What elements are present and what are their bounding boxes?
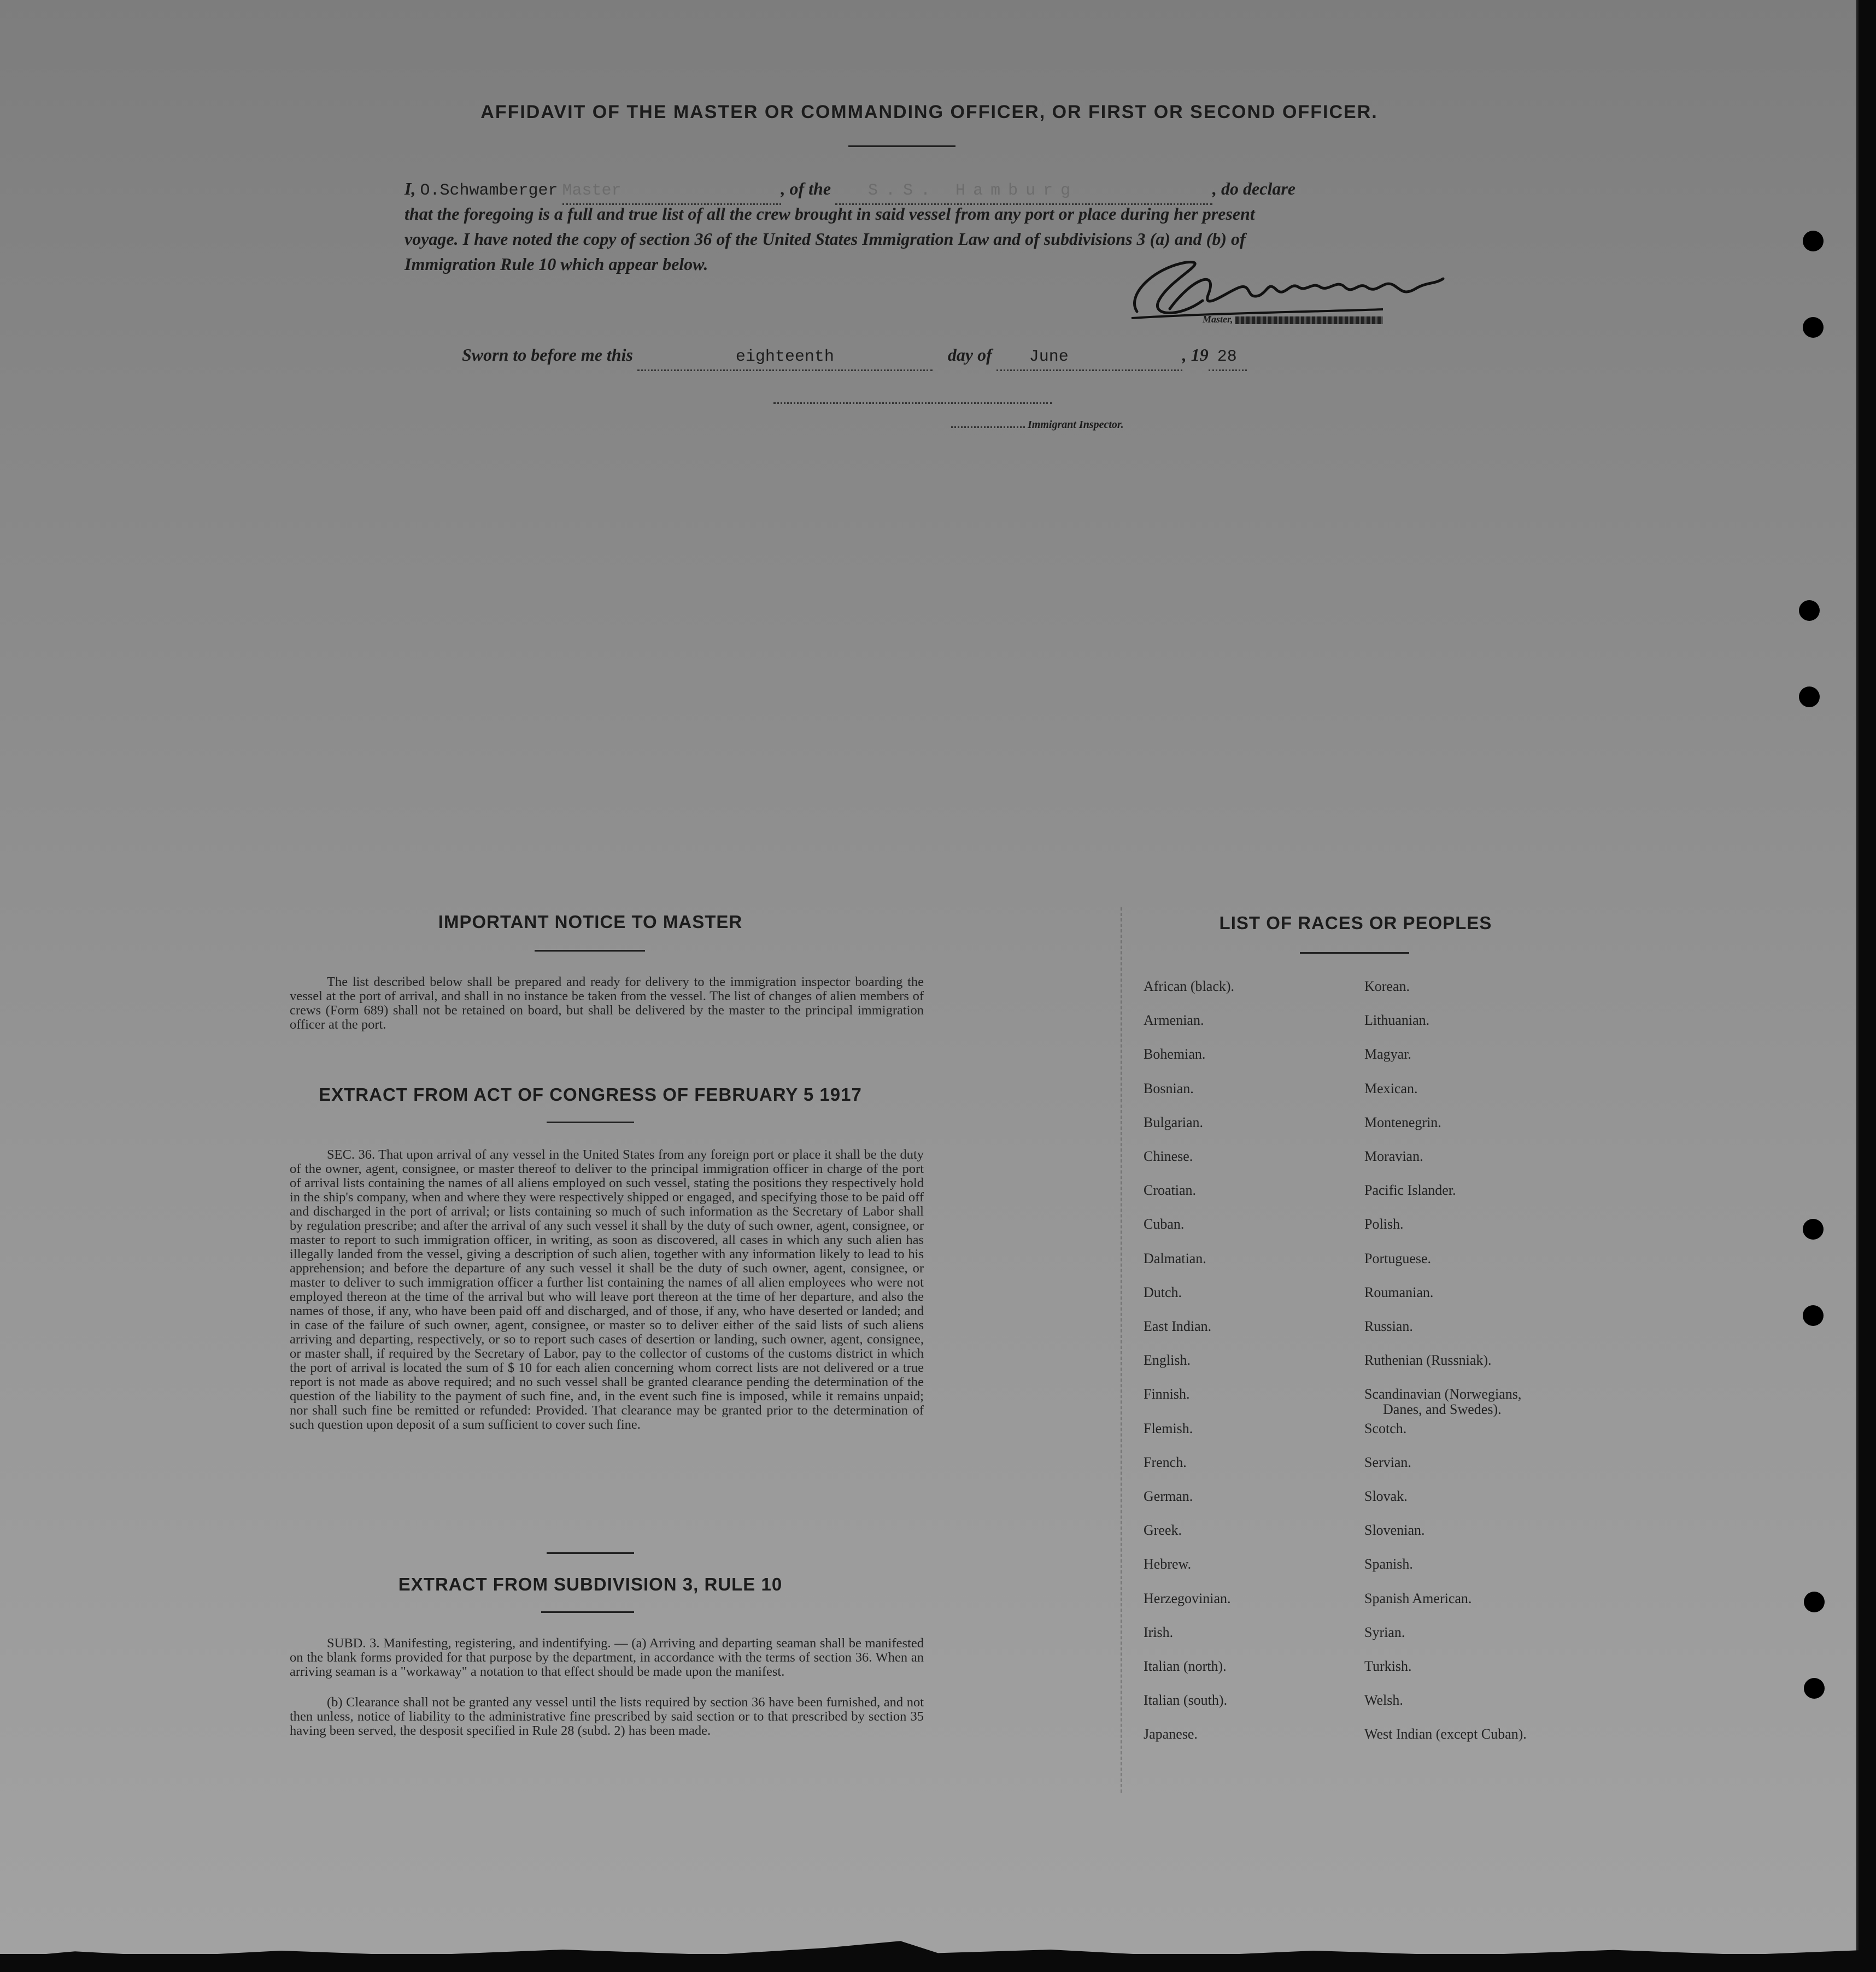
sworn-day: eighteenth xyxy=(735,348,834,366)
race-item: Slovak. xyxy=(1364,1488,1408,1504)
inspector-label: Immigrant Inspector. xyxy=(1028,419,1124,431)
race-item: Pacific Islander. xyxy=(1364,1182,1456,1199)
race-item: German. xyxy=(1144,1488,1193,1504)
race-item: Finnish. xyxy=(1144,1386,1190,1402)
race-item: Japanese. xyxy=(1144,1726,1198,1742)
race-item: Lithuanian. xyxy=(1364,1012,1430,1029)
race-item: Dutch. xyxy=(1144,1284,1182,1300)
race-item: Croatian. xyxy=(1144,1182,1197,1199)
race-item: Greek. xyxy=(1144,1522,1182,1539)
race-item: Chinese. xyxy=(1144,1148,1193,1164)
race-item: Ruthenian (Russniak). xyxy=(1364,1352,1492,1369)
sworn-year: 28 xyxy=(1217,348,1237,366)
vessel-name: S.S. Hamburg xyxy=(868,181,1078,200)
race-item: Dalmatian. xyxy=(1144,1250,1206,1266)
race-item: Slovenian. xyxy=(1364,1522,1425,1539)
race-item: Spanish. xyxy=(1364,1556,1413,1572)
race-item: Bohemian. xyxy=(1144,1046,1206,1063)
rule-para-b: (b) Clearance shall not be granted any vessel until the lists required by section 36 have been furnished, and not then unless, notice of liability to the administrative fine prescribed by said section or to that prescribed by section 35 having been served, the desposit specified in Rule 28 (subd. 2) has been made. xyxy=(290,1695,924,1738)
race-item: Bosnian. xyxy=(1144,1080,1194,1096)
race-item: Herzegovinian. xyxy=(1144,1590,1231,1606)
signature-caption: Master, xyxy=(1203,314,1233,325)
race-item: Turkish. xyxy=(1364,1658,1412,1674)
race-item: Magyar. xyxy=(1364,1046,1411,1063)
race-item: Polish. xyxy=(1364,1216,1404,1232)
declaration-line-3: voyage. I have noted the copy of section 36 of the United States Immigration Law and of subdivisions 3 (a) and (b) of xyxy=(404,229,1246,249)
notice-text: The list described below shall be prepared and ready for delivery to the immigration inspector boarding the vessel at the port of arrival, and shall in no instance be taken from the vessel. The list of changes of alien members of crews (Form 689) shall not be retained on board, but shall be delivered by the master to the principal immigration officer at the port. xyxy=(290,975,924,1032)
race-item: West Indian (except Cuban). xyxy=(1364,1726,1527,1742)
act-extract-title: EXTRACT FROM ACT OF CONGRESS OF FEBRUARY 5 1917 xyxy=(319,1084,862,1105)
race-item: Scotch. xyxy=(1364,1420,1407,1436)
declaration-line-4: Immigration Rule 10 which appear below. xyxy=(404,254,708,274)
race-item-continuation: Danes, and Swedes). xyxy=(1383,1401,1502,1418)
sworn-line: Sworn to before me this eighteenth day of June , 19 28 xyxy=(462,342,1500,371)
race-item: African (black). xyxy=(1144,978,1235,994)
rule-extract-title: EXTRACT FROM SUBDIVISION 3, RULE 10 xyxy=(398,1574,783,1594)
race-item: Irish. xyxy=(1144,1624,1174,1640)
race-item: Montenegrin. xyxy=(1364,1114,1441,1130)
affidavit-title: AFFIDAVIT OF THE MASTER OR COMMANDING OFFICER, OR FIRST OR SECOND OFFICER. xyxy=(480,102,1378,122)
sworn-month: June xyxy=(1029,348,1069,366)
race-item: Italian (south). xyxy=(1144,1692,1228,1709)
race-item: Welsh. xyxy=(1364,1692,1403,1709)
races-title: LIST OF RACES OR PEOPLES xyxy=(1219,913,1492,933)
race-item: English. xyxy=(1144,1352,1191,1369)
race-item: Hebrew. xyxy=(1144,1556,1192,1572)
act-extract-text: SEC. 36. That upon arrival of any vessel in the United States from any foreign port or place it shall be the duty of the owner, agent, consignee, or master thereof to deliver to the principal immigration officer in charge of the port of arrival lists containing the names of all aliens employed on such vessel, stating the positions they respectively hold in the ship's company, when and where they were respectively shipped or engaged, and specifying those to be paid off and discharged in the port of arrival; or lists containing so much of such information as the Secretary of Labor shall by regulation prescribe; and after the arrival of any such vessel it shall by the duty of such owner, agent, consignee, or master to report to such immigration officer, in writing, as soon as discovered, all cases in which any such alien has illegally landed from the vessel, giving a description of such alien, together with any information likely to lead to his apprehension; and before the departure of any such vessel it shall be the duty of such owner, agent, consignee, or master to deliver to such immigration officer a further list containing the names of all alien employees who were not employed thereon at the time of the arrival but who will leave port thereon at the time of her departure, and also the names of those, if any, who have been paid off and discharged, and of those, if any, who have deserted or landed; and in case of the failure of such owner, agent, consignee, or master so to deliver either of the said lists of such aliens arriving and departing, respectively, or so to report such cases of desertion or landing, such owner, agent, consignee, or master shall, if required by the Secretary of Labor, pay to the collector of customs of the customs district in which the port of arrival is located the sum of $ 10 for each alien concerning whom correct lists are not delivered or a true report is not made as above required; and no such vessel shall be granted clearance pending the determination of the question of the liability to the payment of such fine, and, in the event such fine is imposed, while it remains unpaid; nor shall such fine be remitted or refunded: Provided. That clearance may be granted prior to the determination of such question upon deposit of a sum sufficient to cover such fine. xyxy=(290,1147,924,1432)
race-item: Spanish American. xyxy=(1364,1590,1472,1606)
race-item: Korean. xyxy=(1364,978,1410,994)
race-item: French. xyxy=(1144,1454,1187,1470)
race-item: Portuguese. xyxy=(1364,1250,1432,1266)
race-item: Bulgarian. xyxy=(1144,1114,1204,1130)
race-item: Russian. xyxy=(1364,1318,1413,1334)
officer-rank: Master xyxy=(562,181,622,200)
declaration-line-2: that the foregoing is a full and true list of all the crew brought in said vessel from any port or place during her present xyxy=(404,204,1255,224)
race-item: East Indian. xyxy=(1144,1318,1212,1334)
race-item: Roumanian. xyxy=(1364,1284,1434,1300)
race-item: Servian. xyxy=(1364,1454,1411,1470)
race-item: Syrian. xyxy=(1364,1624,1405,1640)
race-item: Scandinavian (Norwegians, xyxy=(1364,1386,1522,1402)
race-item: Cuban. xyxy=(1144,1216,1185,1232)
notice-title: IMPORTANT NOTICE TO MASTER xyxy=(438,912,743,932)
race-item: Mexican. xyxy=(1364,1080,1418,1096)
declaration-line-1: I, O.Schwamberger Master , of the S.S. Hamburg , do declare xyxy=(404,176,1443,205)
race-item: Flemish. xyxy=(1144,1420,1193,1436)
officer-name: O.Schwamberger xyxy=(420,181,558,200)
rule-para-a: SUBD. 3. Manifesting, registering, and indentifying. — (a) Arriving and departing seaman shall be manifested on the blank forms provided for that purpose by the department, in accordance with the terms of section 36. When an arriving seaman is a "workaway" a notation to that effect should be made upon the manifest. xyxy=(290,1636,924,1679)
race-item: Armenian. xyxy=(1144,1012,1204,1029)
race-item: Italian (north). xyxy=(1144,1658,1227,1674)
race-item: Moravian. xyxy=(1364,1148,1423,1164)
